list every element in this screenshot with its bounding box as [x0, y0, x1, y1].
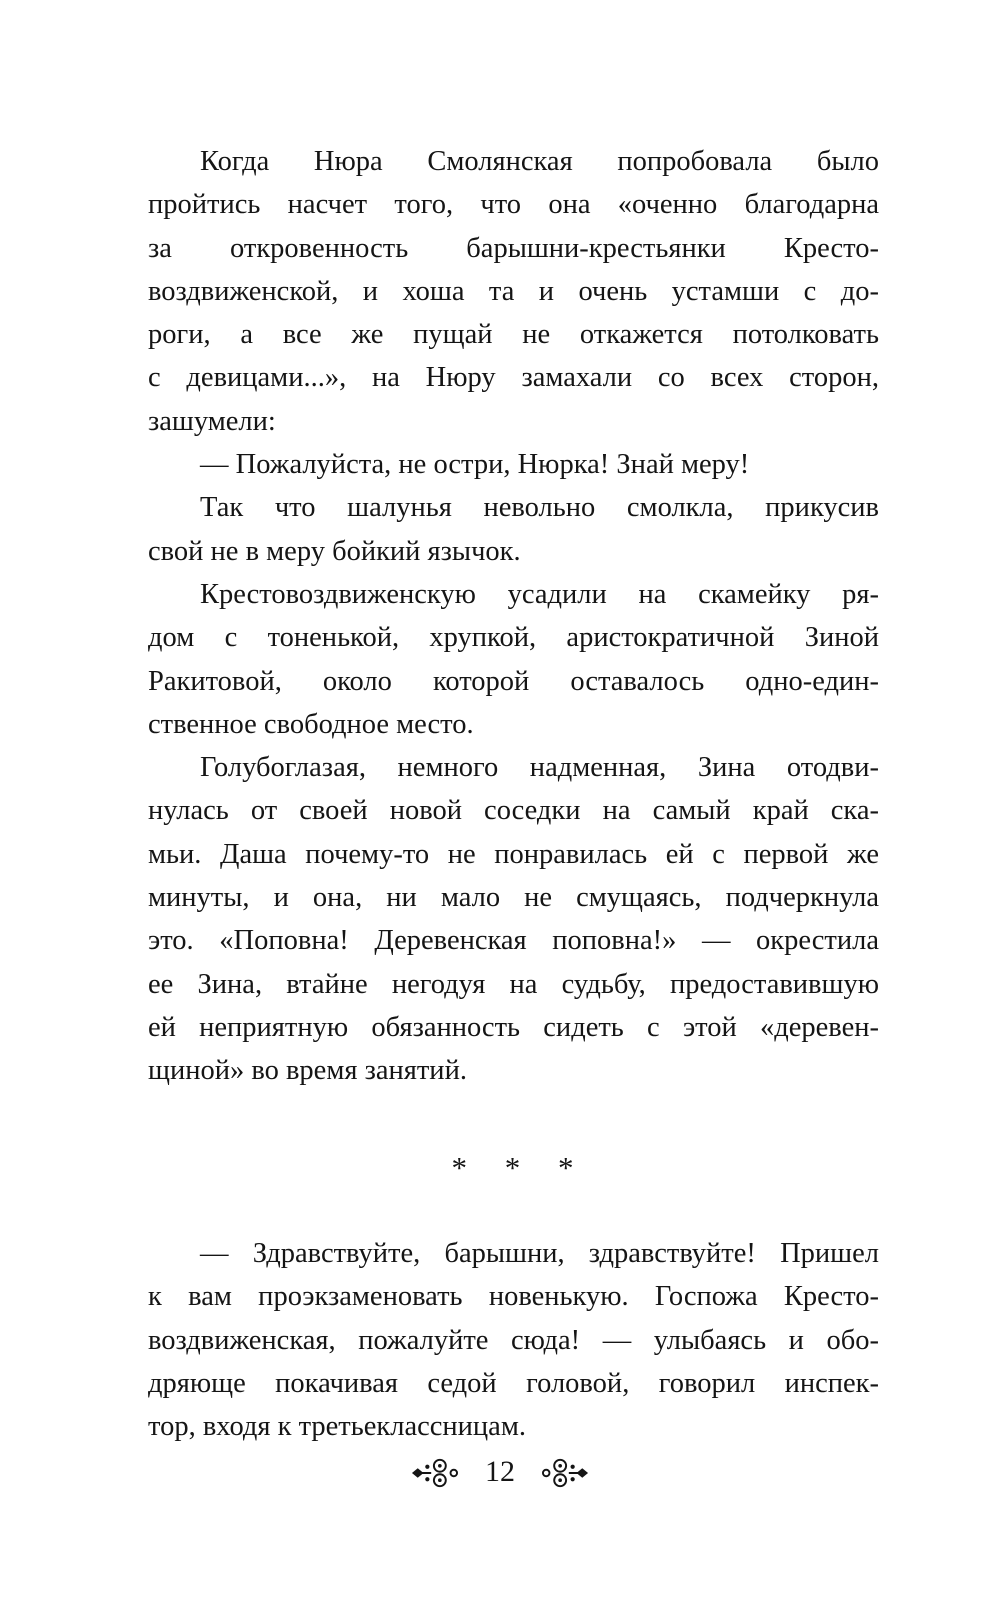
text-line: за откровенность барышни-крестьянки Кресто- [148, 232, 879, 264]
text-line: Ракитовой, около которой оставалось одно-един- [148, 665, 879, 697]
second-text-block [148, 1232, 879, 1448]
text-line: дряюще покачивая седой головой, говорил инспек- [148, 1367, 879, 1399]
text-line: Крестовоздвиженскую усадили на скамейку ря- [200, 578, 879, 610]
text-line: нулась от своей новой соседки на самый край ска- [148, 795, 879, 827]
text-line: зашумели: [148, 405, 276, 437]
text-line: тор, входя к третьеклассницам. [148, 1411, 526, 1443]
text-line: воздвиженская, пожалуйте сюда! — улыбаясь и обо- [148, 1324, 879, 1356]
text-line: свой не в меру бойкий язычок. [148, 535, 521, 567]
text-line: дом с тоненькой, хрупкой, аристократичной Зиной [148, 622, 879, 654]
text-line: Когда Нюра Смолянская попробовала было [200, 146, 879, 177]
text-line: мьи. Даша почему-то не понравилась ей с первой же [148, 838, 879, 870]
text-line: ее Зина, втайне негодуя на судьбу, предоставившую [148, 968, 879, 1000]
text-line: пройтись насчет того, что она «оченно благодарна [148, 189, 879, 221]
page-footer [0, 1450, 1000, 1496]
text-line: — Пожалуйста, не остри, Нюрка! Знай меру! [200, 449, 750, 481]
main-text-block [148, 140, 879, 1093]
text-line: Голубоглазая, немного надменная, Зина отодви- [200, 752, 879, 784]
fleuron-right-icon [539, 1455, 589, 1491]
text-line: Так что шалунья невольно смолкла, прикусив [200, 492, 879, 524]
text-line: с девицами...», на Нюру замахали со всех сторон, [148, 362, 879, 394]
text-line: это. «Поповна! Деревенская поповна!» — окрестила [148, 925, 879, 957]
text-line: ственное свободное место. [148, 708, 474, 740]
page-number: 12 [485, 1455, 515, 1488]
text-line: щиной» во время занятий. [148, 1055, 467, 1087]
text-line: минуты, и она, ни мало не смущаясь, подчеркнула [148, 882, 879, 914]
text-line: ей неприятную обязанность сидеть с этой «деревен- [148, 1011, 879, 1043]
text-line: воздвиженской, и хоша та и очень устамши с до- [148, 275, 879, 307]
text-line: — Здравствуйте, барышни, здравствуйте! Пришел [200, 1238, 879, 1269]
section-separator: * * * [451, 1150, 576, 1185]
text-line: к вам проэкзаменовать новенькую. Госпожа Кресто- [148, 1281, 879, 1313]
text-line: роги, а все же пущай не откажется потолковать [148, 319, 879, 351]
fleuron-left-icon [411, 1455, 461, 1491]
